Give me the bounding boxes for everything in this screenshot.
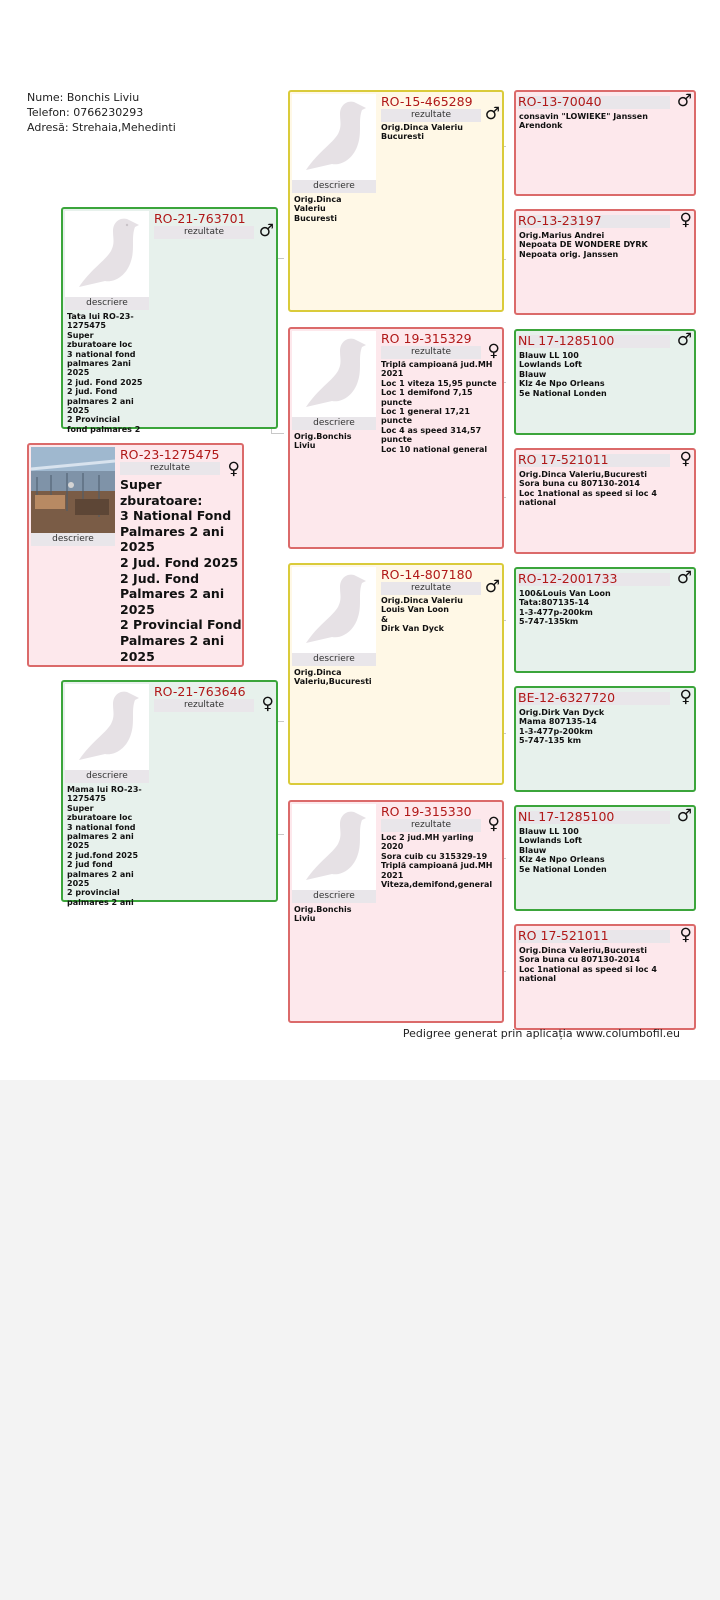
granddam-description: Orig.Bonchis Liviu (294, 905, 352, 924)
granddam-ring-number: RO 19-315329 (381, 331, 472, 346)
pigeon-icon (65, 211, 149, 297)
pigeon-icon (292, 567, 376, 653)
ancestor-card[interactable] (514, 924, 696, 1030)
ancestor-card[interactable] (514, 567, 696, 673)
ancestor-ring-number: RO-13-70040 (518, 94, 602, 109)
description-button[interactable]: descriere (292, 890, 376, 903)
female-icon: ♀ (487, 814, 500, 834)
ancestor-info: Orig.Dinca Valeriu,Bucuresti Sora buna cu 807130-2014 Loc 1national as speed si loc 4 national (519, 946, 657, 984)
ancestor-ring-number: RO 17-521011 (518, 452, 609, 467)
male-icon: ♂ (676, 91, 692, 111)
ancestor-card[interactable] (514, 448, 696, 554)
pigeon-icon (292, 331, 376, 417)
grandsire-info: Orig.Dinca Valeriu Bucuresti (381, 123, 463, 142)
male-icon: ♂ (676, 568, 692, 588)
subject-card[interactable] (27, 443, 244, 667)
pigeon-icon (65, 684, 149, 770)
female-icon: ♀ (679, 687, 692, 707)
results-button[interactable]: rezultate (381, 582, 481, 595)
male-icon: ♂ (484, 104, 500, 124)
ancestor-ring-number: NL 17-1285100 (518, 809, 615, 824)
ancestor-ring-number: BE-12-6327720 (518, 690, 616, 705)
description-button[interactable]: descriere (65, 770, 149, 783)
description-button[interactable]: descriere (292, 417, 376, 430)
pigeon-silhouette (65, 211, 149, 297)
subject-info: Super zburatoare: 3 National Fond Palmares 2 ani 2025 2 Jud. Fond 2025 2 Jud. Fond Palmares 2 ani 2025 2 Provincial Fond Palmares 2 ani 2025 (120, 477, 242, 664)
pigeon-silhouette (292, 567, 376, 653)
dam-ring-number: RO-21-763646 (154, 684, 246, 699)
sire-ring-number: RO-21-763701 (154, 211, 246, 226)
description-button[interactable]: descriere (31, 533, 115, 546)
female-icon: ♀ (679, 210, 692, 230)
pigeon-silhouette (292, 94, 376, 180)
results-button[interactable]: rezultate (381, 109, 481, 122)
ancestor-info: Orig.Dinca Valeriu,Bucuresti Sora buna cu 807130-2014 Loc 1national as speed si loc 4 national (519, 470, 657, 508)
ancestor-ring-number: RO 17-521011 (518, 928, 609, 943)
granddam-info: Triplă campioană jud.MH 2021 Loc 1 viteza 15,95 puncte Loc 1 demifond 7,15 puncte Loc 1 general 17,21 puncte Loc 4 as speed 314,57 puncte Loc 10 national general (381, 360, 497, 454)
dam-card[interactable] (61, 680, 278, 907)
footer-credit[interactable]: Pedigree generat prin aplicația www.columbofil.eu (402, 1027, 680, 1040)
sire-description: Tata lui RO-23- 1275475 Super zburatoare loc 3 national fond palmares 2ani 2025 2 jud. Fond 2025 2 jud. Fond palmares 2 ani 2025 2 Provincial fond palmares 2 (67, 312, 143, 434)
male-icon: ♂ (676, 330, 692, 350)
pigeon-silhouette (65, 684, 149, 770)
pigeon-silhouette (292, 804, 376, 890)
description-button[interactable]: descriere (292, 180, 376, 193)
ancestor-info: Orig.Marius Andrei Nepoata DE WONDERE DYRK Nepoata orig. Janssen (519, 231, 648, 259)
ancestor-ring-number: RO-13-23197 (518, 213, 602, 228)
grandsire-ring-number: RO-15-465289 (381, 94, 473, 109)
grandsire-description: Orig.Dinca Valeriu Bucuresti (294, 195, 342, 223)
maternal-granddam-card[interactable] (288, 800, 504, 1023)
paternal-grandsire-card[interactable] (288, 90, 504, 312)
ancestor-ring-number: RO-12-2001733 (518, 571, 618, 586)
owner-info (27, 90, 176, 135)
female-icon: ♀ (261, 694, 274, 714)
owner-phone[interactable]: Telefon: 0766230293 (27, 106, 144, 119)
results-button[interactable]: rezultate (381, 346, 481, 359)
owner-name: Nume: Bonchis Liviu (27, 91, 140, 104)
ancestor-info: Blauw LL 100 Lowlands Loft Blauw Klz 4e Npo Orleans 5e National Londen (519, 351, 607, 398)
female-icon: ♀ (487, 341, 500, 361)
sire-card[interactable] (61, 207, 278, 434)
pigeon-icon (292, 94, 376, 180)
pigeon-icon (292, 804, 376, 890)
loft-photo-icon (31, 447, 115, 533)
female-icon: ♀ (679, 925, 692, 945)
grandsire-info: Orig.Dinca Valeriu Louis Van Loon & Dirk Van Dyck (381, 596, 463, 634)
results-button[interactable]: rezultate (120, 462, 220, 475)
granddam-ring-number: RO 19-315330 (381, 804, 472, 819)
maternal-grandsire-card[interactable] (288, 563, 504, 785)
ancestor-info: 100&Louis Van Loon Tata:807135-14 1-3-477p-200km 5-747-135km (519, 589, 611, 627)
subject-ring-number: RO-23-1275475 (120, 447, 220, 462)
granddam-info: Loc 2 jud.MH yarling 2020 Sora cuib cu 315329-19 Triplă campioană jud.MH 2021 Viteza,demifond,general (381, 833, 493, 890)
grandsire-description: Orig.Dinca Valeriu,Bucuresti (294, 668, 372, 687)
male-icon: ♂ (676, 806, 692, 826)
owner-address: Adresă: Strehaia,Mehedinti (27, 121, 176, 134)
ancestor-info: Orig.Dirk Van Dyck Mama 807135-14 1-3-477p-200km 5-747-135 km (519, 708, 605, 746)
female-icon: ♀ (227, 459, 240, 479)
ancestor-info: consavin "LOWIEKE" Janssen Arendonk (519, 112, 648, 131)
pigeon-photo[interactable] (31, 447, 115, 533)
male-icon: ♂ (484, 577, 500, 597)
female-icon: ♀ (679, 449, 692, 469)
results-button[interactable]: rezultate (154, 699, 254, 712)
description-button[interactable]: descriere (65, 297, 149, 310)
pigeon-silhouette (292, 331, 376, 417)
male-icon: ♂ (258, 221, 274, 241)
ancestor-card[interactable] (514, 329, 696, 435)
description-button[interactable]: descriere (292, 653, 376, 666)
ancestor-card[interactable] (514, 90, 696, 196)
results-button[interactable]: rezultate (381, 819, 481, 832)
grandsire-ring-number: RO-14-807180 (381, 567, 473, 582)
granddam-description: Orig.Bonchis Liviu (294, 432, 352, 451)
ancestor-card[interactable] (514, 209, 696, 315)
ancestor-card[interactable] (514, 805, 696, 911)
ancestor-card[interactable] (514, 686, 696, 792)
ancestor-ring-number: NL 17-1285100 (518, 333, 615, 348)
ancestor-info: Blauw LL 100 Lowlands Loft Blauw Klz 4e Npo Orleans 5e National Londen (519, 827, 607, 874)
results-button[interactable]: rezultate (154, 226, 254, 239)
paternal-granddam-card[interactable] (288, 327, 504, 549)
dam-description: Mama lui RO-23- 1275475 Super zburatoare loc 3 national fond palmares 2 ani 2025 2 jud.fond 2025 2 jud fond palmares 2 ani 2025 2 provincial palmares 2 ani (67, 785, 142, 907)
